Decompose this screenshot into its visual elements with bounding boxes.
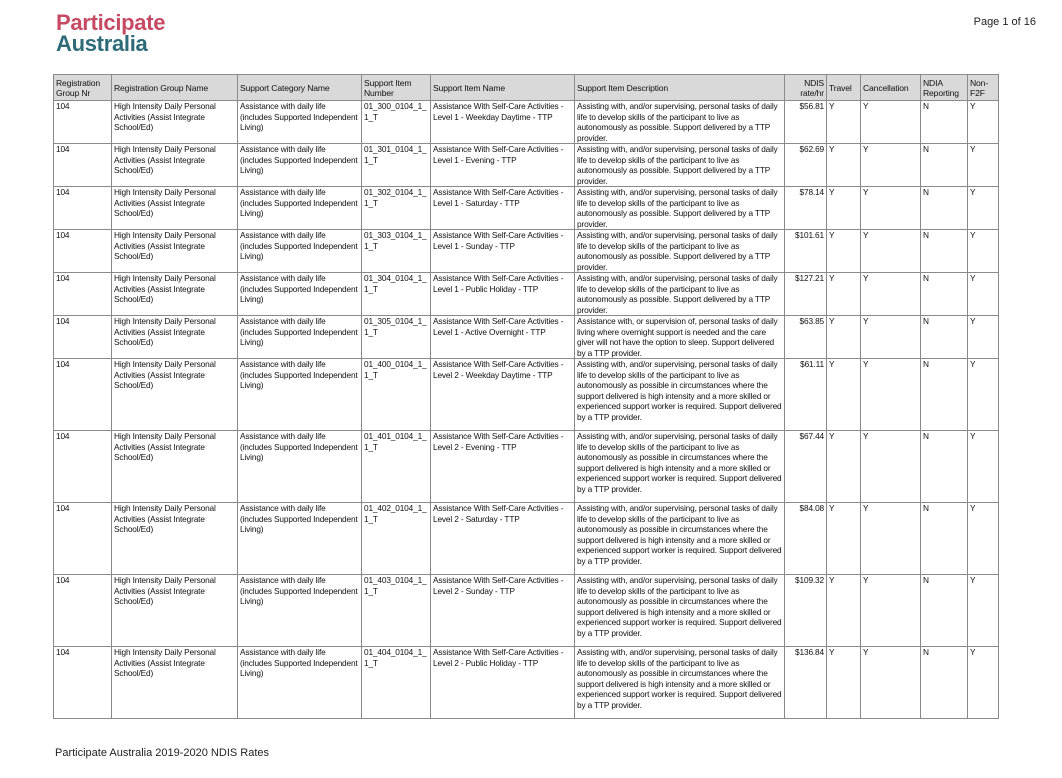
description-cell: Assisting with, and/or supervising, personal tasks of daily life to develop skills of the participant to live as autonomously as possible. Support delivered by a TTP provider. bbox=[575, 187, 785, 230]
group-name-cell: High Intensity Daily Personal Activities (Assist Integrate School/Ed) bbox=[112, 431, 238, 503]
brand-line-1: Participate bbox=[56, 10, 166, 35]
description-cell: Assisting with, and/or supervising, personal tasks of daily life to develop skills of the participant to live as autonomously as possible. Support delivered by a TTP provider. bbox=[575, 144, 785, 187]
table-row bbox=[54, 575, 999, 647]
group-name-cell: High Intensity Daily Personal Activities (Assist Integrate School/Ed) bbox=[112, 273, 238, 316]
group-name-cell: High Intensity Daily Personal Activities (Assist Integrate School/Ed) bbox=[112, 101, 238, 144]
rate-cell: $78.14 bbox=[785, 187, 827, 230]
category-cell: Assistance with daily life (includes Supported Independent Living) bbox=[238, 187, 362, 230]
item-number-cell: 01_404_0104_1_1_T bbox=[362, 647, 431, 719]
travel-cell: Y bbox=[827, 575, 861, 647]
item-name-cell: Assistance With Self-Care Activities - Level 1 - Evening - TTP bbox=[431, 144, 575, 187]
column-header: NDIS rate/hr bbox=[785, 75, 827, 101]
travel-cell: Y bbox=[827, 647, 861, 719]
description-cell: Assisting with, and/or supervising, personal tasks of daily life to develop skills of the participant to live as autonomously as possible. Support delivered by a TTP provider. bbox=[575, 230, 785, 273]
cancellation-cell: Y bbox=[861, 273, 921, 316]
column-header: Registration Group Name bbox=[112, 75, 238, 101]
item-name-cell: Assistance With Self-Care Activities - Level 1 - Saturday - TTP bbox=[431, 187, 575, 230]
column-header: Support Item Number bbox=[362, 75, 431, 101]
description-cell: Assisting with, and/or supervising, personal tasks of daily life to develop skills of the participant to live as autonomously as possible in circumstances where the support delivered is high intensity and a more skilled or experienced support worker is required. Support delivered by a TTP provider. bbox=[575, 575, 785, 647]
travel-cell: Y bbox=[827, 144, 861, 187]
group-nr-cell: 104 bbox=[54, 101, 112, 144]
column-header: Support Item Name bbox=[431, 75, 575, 101]
description-cell: Assisting with, and/or supervising, personal tasks of daily life to develop skills of the participant to live as autonomously as possible in circumstances where the support delivered is high intensity and a more skilled or experienced support worker is required. Support delivered by a TTP provider. bbox=[575, 503, 785, 575]
group-nr-cell: 104 bbox=[54, 316, 112, 359]
reporting-cell: N bbox=[921, 359, 968, 431]
non-f2f-cell: Y bbox=[968, 316, 999, 359]
item-name-cell: Assistance With Self-Care Activities - Level 2 - Sunday - TTP bbox=[431, 575, 575, 647]
rate-cell: $84.08 bbox=[785, 503, 827, 575]
item-name-cell: Assistance With Self-Care Activities - Level 1 - Sunday - TTP bbox=[431, 230, 575, 273]
item-name-cell: Assistance With Self-Care Activities - Level 1 - Public Holiday - TTP bbox=[431, 273, 575, 316]
item-number-cell: 01_402_0104_1_1_T bbox=[362, 503, 431, 575]
item-number-cell: 01_403_0104_1_1_T bbox=[362, 575, 431, 647]
reporting-cell: N bbox=[921, 316, 968, 359]
item-name-cell: Assistance With Self-Care Activities - Level 1 - Weekday Daytime - TTP bbox=[431, 101, 575, 144]
item-name-cell: Assistance With Self-Care Activities - Level 2 - Evening - TTP bbox=[431, 431, 575, 503]
travel-cell: Y bbox=[827, 359, 861, 431]
group-nr-cell: 104 bbox=[54, 359, 112, 431]
reporting-cell: N bbox=[921, 144, 968, 187]
table-row bbox=[54, 144, 999, 187]
column-header: Support Category Name bbox=[238, 75, 362, 101]
group-nr-cell: 104 bbox=[54, 431, 112, 503]
item-number-cell: 01_401_0104_1_1_T bbox=[362, 431, 431, 503]
cancellation-cell: Y bbox=[861, 575, 921, 647]
cancellation-cell: Y bbox=[861, 431, 921, 503]
group-name-cell: High Intensity Daily Personal Activities (Assist Integrate School/Ed) bbox=[112, 316, 238, 359]
rate-cell: $101.61 bbox=[785, 230, 827, 273]
travel-cell: Y bbox=[827, 503, 861, 575]
travel-cell: Y bbox=[827, 431, 861, 503]
group-nr-cell: 104 bbox=[54, 144, 112, 187]
item-number-cell: 01_304_0104_1_1_T bbox=[362, 273, 431, 316]
rate-cell: $56.81 bbox=[785, 101, 827, 144]
reporting-cell: N bbox=[921, 647, 968, 719]
table-row bbox=[54, 431, 999, 503]
travel-cell: Y bbox=[827, 187, 861, 230]
category-cell: Assistance with daily life (includes Supported Independent Living) bbox=[238, 431, 362, 503]
item-name-cell: Assistance With Self-Care Activities - Level 2 - Public Holiday - TTP bbox=[431, 647, 575, 719]
reporting-cell: N bbox=[921, 575, 968, 647]
non-f2f-cell: Y bbox=[968, 187, 999, 230]
category-cell: Assistance with daily life (includes Supported Independent Living) bbox=[238, 144, 362, 187]
group-name-cell: High Intensity Daily Personal Activities (Assist Integrate School/Ed) bbox=[112, 144, 238, 187]
column-header: Travel bbox=[827, 75, 861, 101]
category-cell: Assistance with daily life (includes Supported Independent Living) bbox=[238, 230, 362, 273]
column-header: Cancellation bbox=[861, 75, 921, 101]
group-name-cell: High Intensity Daily Personal Activities (Assist Integrate School/Ed) bbox=[112, 187, 238, 230]
category-cell: Assistance with daily life (includes Supported Independent Living) bbox=[238, 503, 362, 575]
group-name-cell: High Intensity Daily Personal Activities (Assist Integrate School/Ed) bbox=[112, 230, 238, 273]
page-number: Page 1 of 16 bbox=[973, 16, 1036, 28]
cancellation-cell: Y bbox=[861, 230, 921, 273]
category-cell: Assistance with daily life (includes Supported Independent Living) bbox=[238, 647, 362, 719]
category-cell: Assistance with daily life (includes Supported Independent Living) bbox=[238, 316, 362, 359]
item-number-cell: 01_300_0104_1_1_T bbox=[362, 101, 431, 144]
travel-cell: Y bbox=[827, 316, 861, 359]
table-row bbox=[54, 359, 999, 431]
non-f2f-cell: Y bbox=[968, 503, 999, 575]
item-name-cell: Assistance With Self-Care Activities - Level 1 - Active Overnight - TTP bbox=[431, 316, 575, 359]
cancellation-cell: Y bbox=[861, 316, 921, 359]
item-number-cell: 01_305_0104_1_1_T bbox=[362, 316, 431, 359]
group-nr-cell: 104 bbox=[54, 230, 112, 273]
column-header: Support Item Description bbox=[575, 75, 785, 101]
table-row bbox=[54, 273, 999, 316]
cancellation-cell: Y bbox=[861, 359, 921, 431]
non-f2f-cell: Y bbox=[968, 273, 999, 316]
non-f2f-cell: Y bbox=[968, 431, 999, 503]
reporting-cell: N bbox=[921, 101, 968, 144]
reporting-cell: N bbox=[921, 503, 968, 575]
non-f2f-cell: Y bbox=[968, 144, 999, 187]
travel-cell: Y bbox=[827, 273, 861, 316]
non-f2f-cell: Y bbox=[968, 230, 999, 273]
column-header: NDIA Reporting bbox=[921, 75, 968, 101]
item-name-cell: Assistance With Self-Care Activities - Level 2 - Weekday Daytime - TTP bbox=[431, 359, 575, 431]
group-nr-cell: 104 bbox=[54, 273, 112, 316]
item-number-cell: 01_400_0104_1_1_T bbox=[362, 359, 431, 431]
footer-text: Participate Australia 2019-2020 NDIS Rates bbox=[55, 747, 270, 759]
table-row bbox=[54, 230, 999, 273]
description-cell: Assisting with, and/or supervising, personal tasks of daily life to develop skills of the participant to live as autonomously as possible in circumstances where the support delivered is high intensity and a more skilled or experienced support worker is required. Support delivered by a TTP provider. bbox=[575, 359, 785, 431]
item-number-cell: 01_301_0104_1_1_T bbox=[362, 144, 431, 187]
reporting-cell: N bbox=[921, 187, 968, 230]
cancellation-cell: Y bbox=[861, 101, 921, 144]
table-header-row bbox=[54, 75, 999, 101]
travel-cell: Y bbox=[827, 101, 861, 144]
rate-cell: $61.11 bbox=[785, 359, 827, 431]
category-cell: Assistance with daily life (includes Supported Independent Living) bbox=[238, 575, 362, 647]
cancellation-cell: Y bbox=[861, 144, 921, 187]
description-cell: Assisting with, and/or supervising, personal tasks of daily life to develop skills of the participant to live as autonomously as possible. Support delivered by a TTP provider. bbox=[575, 273, 785, 316]
non-f2f-cell: Y bbox=[968, 101, 999, 144]
group-name-cell: High Intensity Daily Personal Activities (Assist Integrate School/Ed) bbox=[112, 575, 238, 647]
rate-cell: $67.44 bbox=[785, 431, 827, 503]
category-cell: Assistance with daily life (includes Supported Independent Living) bbox=[238, 273, 362, 316]
category-cell: Assistance with daily life (includes Supported Independent Living) bbox=[238, 101, 362, 144]
description-cell: Assistance with, or supervision of, personal tasks of daily living where overnight support is needed and the care giver will not have the option to sleep. Support delivered by a TTP provider. bbox=[575, 316, 785, 359]
item-number-cell: 01_302_0104_1_1_T bbox=[362, 187, 431, 230]
rate-cell: $63.85 bbox=[785, 316, 827, 359]
table-row bbox=[54, 187, 999, 230]
non-f2f-cell: Y bbox=[968, 359, 999, 431]
group-nr-cell: 104 bbox=[54, 187, 112, 230]
brand-logo bbox=[56, 12, 165, 54]
group-nr-cell: 104 bbox=[54, 575, 112, 647]
table-row bbox=[54, 101, 999, 144]
reporting-cell: N bbox=[921, 431, 968, 503]
rate-cell: $109.32 bbox=[785, 575, 827, 647]
category-cell: Assistance with daily life (includes Supported Independent Living) bbox=[238, 359, 362, 431]
cancellation-cell: Y bbox=[861, 647, 921, 719]
group-name-cell: High Intensity Daily Personal Activities (Assist Integrate School/Ed) bbox=[112, 359, 238, 431]
table-row bbox=[54, 647, 999, 719]
group-nr-cell: 104 bbox=[54, 503, 112, 575]
column-header: Registration Group Nr bbox=[54, 75, 112, 101]
description-cell: Assisting with, and/or supervising, personal tasks of daily life to develop skills of the participant to live as autonomously as possible in circumstances where the support delivered is high intensity and a more skilled or experienced support worker is required. Support delivered by a TTP provider. bbox=[575, 431, 785, 503]
reporting-cell: N bbox=[921, 230, 968, 273]
group-name-cell: High Intensity Daily Personal Activities (Assist Integrate School/Ed) bbox=[112, 503, 238, 575]
rate-cell: $62.69 bbox=[785, 144, 827, 187]
reporting-cell: N bbox=[921, 273, 968, 316]
table-body bbox=[54, 101, 999, 719]
rate-cell: $127.21 bbox=[785, 273, 827, 316]
cancellation-cell: Y bbox=[861, 503, 921, 575]
travel-cell: Y bbox=[827, 230, 861, 273]
cancellation-cell: Y bbox=[861, 187, 921, 230]
rates-table bbox=[53, 74, 999, 719]
group-name-cell: High Intensity Daily Personal Activities (Assist Integrate School/Ed) bbox=[112, 647, 238, 719]
rate-cell: $136.84 bbox=[785, 647, 827, 719]
column-header: Non-F2F bbox=[968, 75, 999, 101]
table-row bbox=[54, 503, 999, 575]
description-cell: Assisting with, and/or supervising, personal tasks of daily life to develop skills of the participant to live as autonomously as possible. Support delivered by a TTP provider. bbox=[575, 101, 785, 144]
item-number-cell: 01_303_0104_1_1_T bbox=[362, 230, 431, 273]
description-cell: Assisting with, and/or supervising, personal tasks of daily life to develop skills of the participant to live as autonomously as possible in circumstances where the support delivered is high intensity and a more skilled or experienced support worker is required. Support delivered by a TTP provider. bbox=[575, 647, 785, 719]
non-f2f-cell: Y bbox=[968, 575, 999, 647]
item-name-cell: Assistance With Self-Care Activities - Level 2 - Saturday - TTP bbox=[431, 503, 575, 575]
group-nr-cell: 104 bbox=[54, 647, 112, 719]
brand-line-2: Australia bbox=[56, 31, 148, 56]
table-row bbox=[54, 316, 999, 359]
non-f2f-cell: Y bbox=[968, 647, 999, 719]
